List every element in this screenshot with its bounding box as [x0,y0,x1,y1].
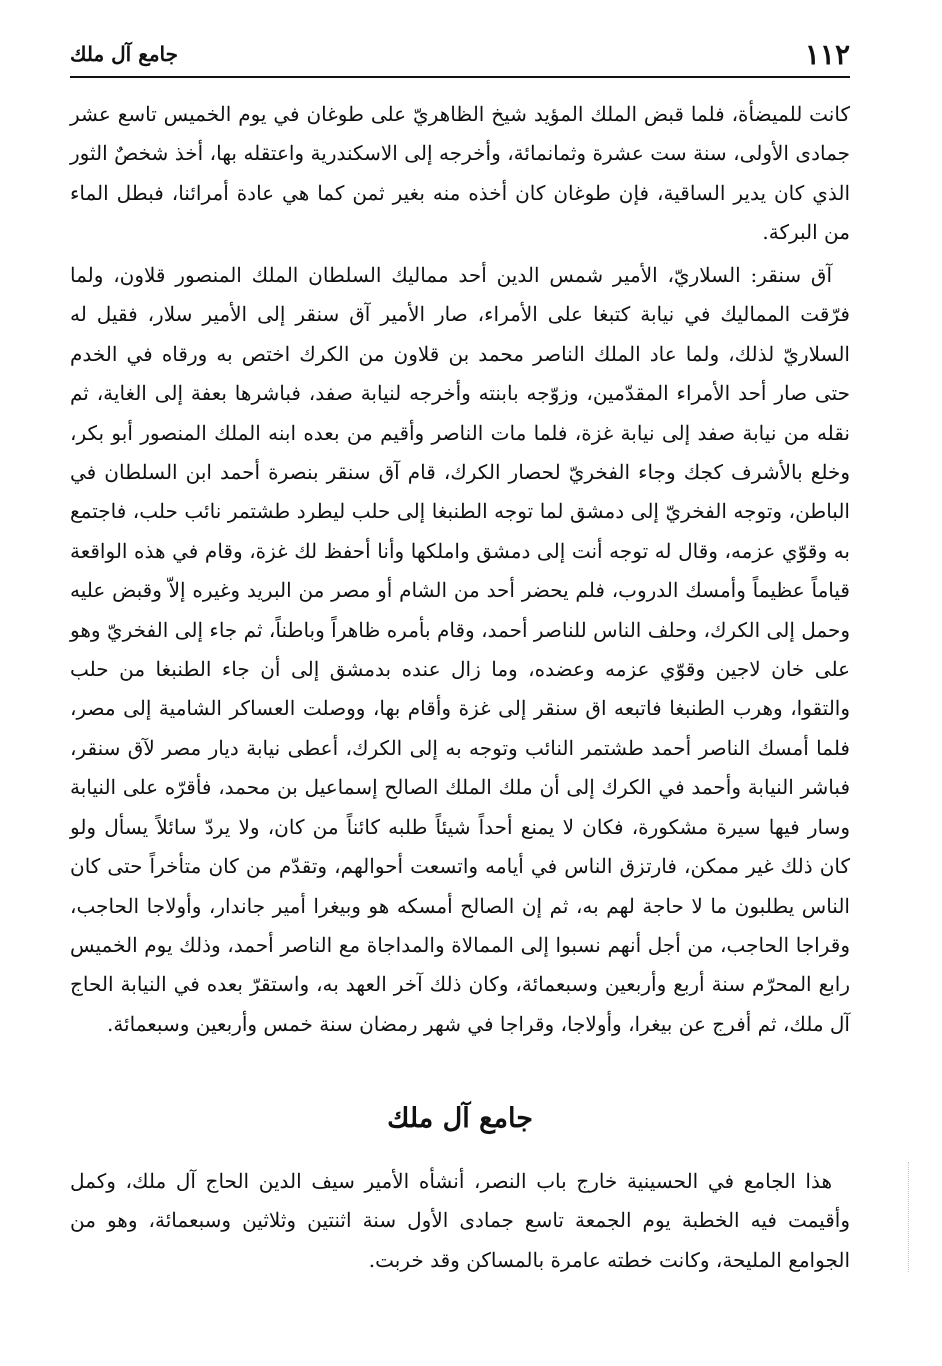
header-rule [70,76,850,78]
paragraph-continuation: كانت للميضأة، فلما قبض الملك المؤيد شيخ الظاهريّ على طوغان في يوم الخميس تاسع عشر جمادى الأولى، سنة ست عشرة وثمانمائة، وأخرجه إلى الاسكندرية واعتقله بها، أخذ شخصٌ الثور الذي كان يدير الساقية، فإن طوغان كان أخذه منه بغير ثمن كما هي عادة أمرائنا، فبطل الماء من البركة. [70,102,850,245]
running-title: جامع آل ملك [70,42,179,66]
section-heading: جامع آل ملك [387,1103,533,1134]
section-paragraph: هذا الجامع في الحسينية خارج باب النصر، أنشأه الأمير سيف الدين الحاج آل ملك، وكمل وأقيمت فيه الخطبة يوم الجمعة تاسع جمادى الأول سنة اثنتين وثلاثين وسبعمائة، وهو من الجوامع المليحة، وكانت خطته عامرة بالمساكن وقد خربت. [70,1169,850,1272]
page-header [70,34,850,74]
paragraph-aq-sunqur-entry: آق سنقر: السلاريّ، الأمير شمس الدين أحد مماليك السلطان الملك المنصور قلاون، ولما فرّقت المماليك في نيابة كتبغا على الأمراء، صار الأمير آق سنقر إلى الأمير سلار، فقيل له السلاريّ لذلك، ولما عاد الملك الناصر محمد بن قلاون من الكرك اختص به ورقاه في الخدم حتى صار أحد الأمراء المقدّمين، وزوّجه بابنته وأخرجه لنيابة صفد، فباشرها بعفة إلى الغاية، ثم نقله من نيابة صفد إلى نيابة غزة، فلما مات الناصر وأقيم من بعده ابنه الملك المنصور أبو بكر، وخلع بالأشرف كجك وجاء الفخريّ لحصار الكرك، قام آق سنقر بنصرة أحمد ابن السلطان في الباطن، وتوجه الفخريّ إلى دمشق لما توجه الطنبغا إلى حلب ليطرد طشتمر نائب حلب، فاجتمع به وقوّي عزمه، وقال له توجه أنت إلى دمشق واملكها وأنا أحفظ لك غزة، وقام في هذه الواقعة قياماً عظيماً وأمسك الدروب، فلم يحضر أحد من الشام أو مصر من البريد وغيره إلاّ وقبض عليه وحمل إلى الكرك، وحلف الناس للناصر أحمد، وقام بأمره ظاهراً وباطناً، ثم جاء إلى الفخريّ وهو على خان لاجين وقوّي عزمه وعضده، وما زال عنده بدمشق إلى أن جاء الطنبغا من حلب والتقوا، وهرب الطنبغا فاتبعه اق سنقر إلى غزة وأقام بها، ووصلت العساكر الشامية إلى مصر، فلما أمسك الناصر أحمد طشتمر النائب وتوجه به إلى الكرك، أعطى نيابة ديار مصر لآق سنقر، فباشر النيابة وأحمد في الكرك إلى أن ملك الملك الصالح إسماعيل بن محمد، فأقرّه على النيابة وسار فيها سيرة مشكورة، فكان لا يمنع أحداً شيئاً طلبه كائناً من كان، ولا يردّ سائلاً يسأل ولو كان ذلك غير ممكن، فارتزق الناس في أيامه واتسعت أحوالهم، وتقدّم من كان متأخراً حتى كان الناس يطلبون ما لا حاجة لهم به، ثم إن الصالح أمسكه هو وبيغرا أمير جاندار، وأولاجا الحاجب، وقراجا الحاجب، من أجل أنهم نسبوا إلى الممالاة والمداجاة مع الناصر أحمد، وذلك يوم الخميس رابع المحرّم سنة أربع وأربعين وسبعمائة، وكان ذلك آخر العهد به، واستقرّ بعده في النيابة الحاج آل ملك، ثم أفرج عن بيغرا، وأولاجا، وقراجا في شهر رمضان سنة خمس وأربعين وسبعمائة. [70,263,850,1036]
page-number: ١١٢ [804,37,850,71]
margin-dots [908,1162,915,1272]
